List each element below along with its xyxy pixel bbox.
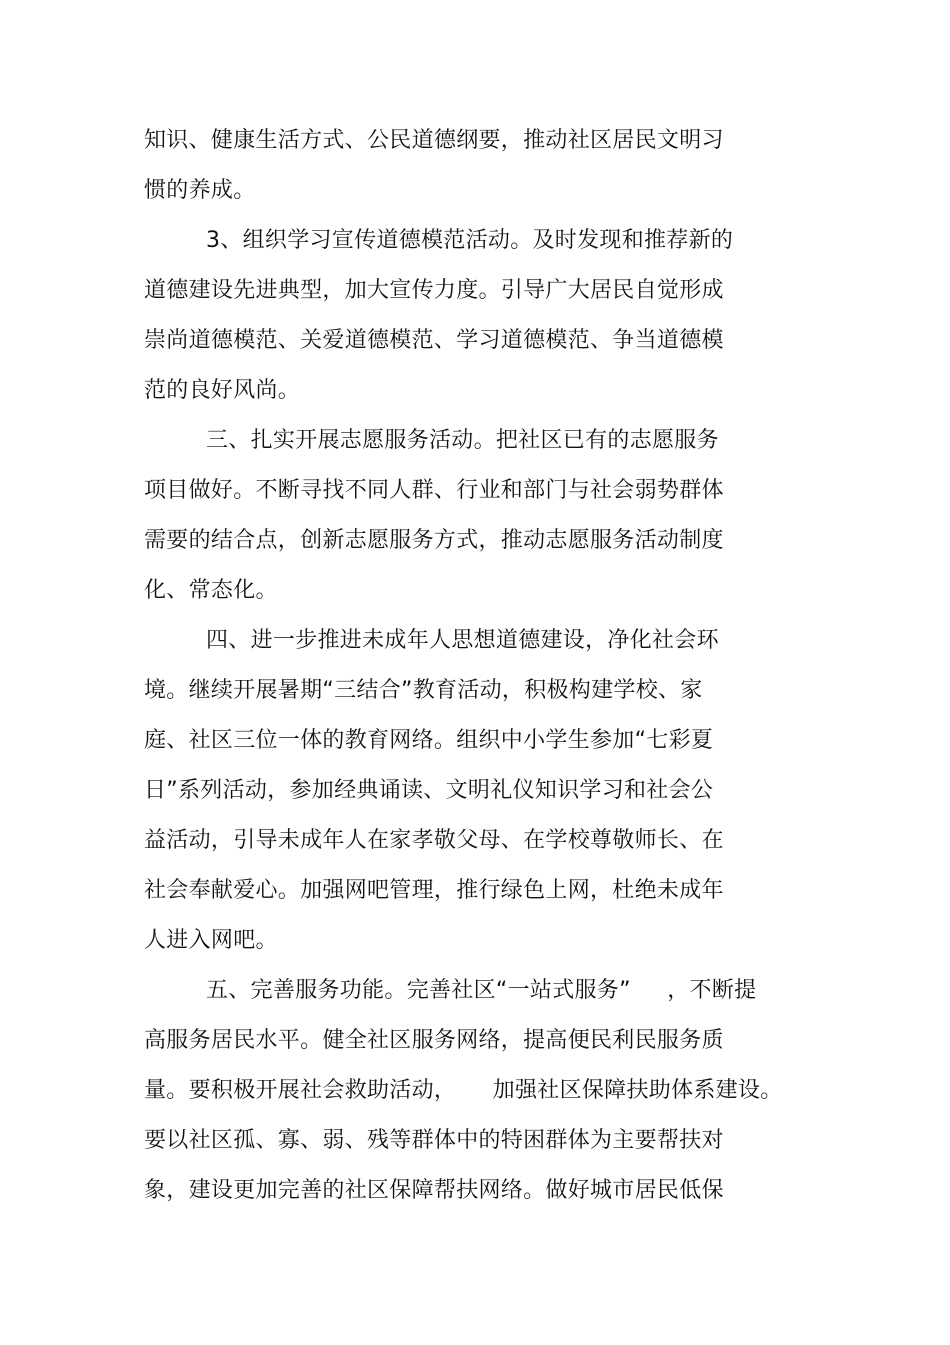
text-line: 日”系列活动，参加经典诵读、文明礼仪知识学习和社会公	[144, 778, 714, 803]
text-line: 人进入网吧。	[144, 928, 278, 953]
text-line: 知识、健康生活方式、公民道德纲要，推动社区居民文明习	[144, 128, 724, 153]
text-line: 量。要积极开展社会救助活动， 加强社区保障扶助体系建设。	[144, 1078, 783, 1103]
text-line: 五、完善服务功能。完善社区“一站式服务” ，不断提	[206, 978, 757, 1003]
text-line: 三、扎实开展志愿服务活动。把社区已有的志愿服务	[206, 428, 719, 453]
text-line: 3、组织学习宣传道德模范活动。及时发现和推荐新的	[206, 228, 734, 253]
text-line: 道德建设先进典型，加大宣传力度。引导广大居民自觉形成	[144, 278, 724, 303]
text-line: 项目做好。不断寻找不同人群、行业和部门与社会弱势群体	[144, 478, 724, 503]
text-line: 境。继续开展暑期“三结合”教育活动，积极构建学校、家	[144, 678, 703, 703]
text-line: 象，建设更加完善的社区保障帮扶网络。做好城市居民低保	[144, 1178, 724, 1203]
text-line: 庭、社区三位一体的教育网络。组织中小学生参加“七彩夏	[144, 728, 714, 753]
text-line: 高服务居民水平。健全社区服务网络，提高便民利民服务质	[144, 1028, 724, 1053]
text-line: 社会奉献爱心。加强网吧管理，推行绿色上网，杜绝未成年	[144, 878, 724, 903]
text-line: 需要的结合点，创新志愿服务方式，推动志愿服务活动制度	[144, 528, 724, 553]
text-line: 崇尚道德模范、关爱道德模范、学习道德模范、争当道德模	[144, 328, 724, 353]
text-line: 益活动，引导未成年人在家孝敬父母、在学校尊敬师长、在	[144, 828, 724, 853]
text-line: 要以社区孤、寡、弱、残等群体中的特困群体为主要帮扶对	[144, 1128, 724, 1153]
text-line: 惯的养成。	[144, 178, 256, 203]
text-line: 四、进一步推进未成年人思想道德建设，净化社会环	[206, 628, 719, 653]
text-line: 化、常态化。	[144, 578, 278, 603]
text-line: 范的良好风尚。	[144, 378, 301, 403]
